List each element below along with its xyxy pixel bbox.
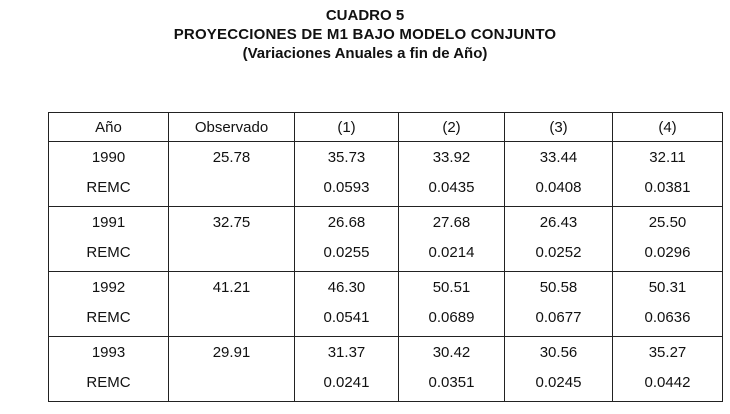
year-cell — [49, 272, 169, 337]
observado-value: 29.91 — [212, 344, 251, 361]
projection-value: 33.44 — [539, 149, 578, 166]
caption-subtitle: (Variaciones Anuales a fin de Año) — [242, 45, 488, 62]
projection-value: 31.37 — [327, 344, 366, 361]
model-3-cell — [505, 207, 613, 272]
projection-value: 50.51 — [432, 279, 471, 296]
remc-label: REMC — [86, 374, 131, 391]
model-2-cell — [399, 272, 505, 337]
header-model-4: (4) — [613, 113, 723, 142]
remc-value: 0.0541 — [323, 309, 370, 326]
projection-value: 30.56 — [539, 344, 578, 361]
year-cell — [49, 207, 169, 272]
remc-value: 0.0442 — [644, 374, 691, 391]
model-2-cell — [399, 337, 505, 402]
caption-title: PROYECCIONES DE M1 BAJO MODELO CONJUNTO — [173, 26, 557, 43]
remc-value: 0.0408 — [535, 179, 582, 196]
remc-value: 0.0214 — [428, 244, 475, 261]
model-3-cell — [505, 142, 613, 207]
remc-value: 0.0636 — [644, 309, 691, 326]
projection-value: 35.27 — [648, 344, 687, 361]
model-2-cell — [399, 142, 505, 207]
year-value: 1992 — [91, 279, 126, 296]
projection-value: 50.31 — [648, 279, 687, 296]
model-1-cell — [295, 207, 399, 272]
model-3-cell — [505, 337, 613, 402]
table-row — [49, 142, 723, 207]
projection-value: 32.11 — [649, 149, 686, 166]
header-model-2: (2) — [399, 113, 505, 142]
remc-value: 0.0245 — [535, 374, 582, 391]
remc-label: REMC — [86, 244, 131, 261]
remc-value: 0.0351 — [428, 374, 475, 391]
year-value: 1991 — [91, 214, 126, 231]
header-observado: Observado — [169, 113, 295, 142]
model-4-cell — [613, 272, 723, 337]
projection-value: 30.42 — [432, 344, 471, 361]
model-1-cell — [295, 337, 399, 402]
remc-value: 0.0435 — [428, 179, 475, 196]
year-cell — [49, 337, 169, 402]
remc-value: 0.0689 — [428, 309, 475, 326]
projection-value: 25.50 — [648, 214, 687, 231]
observado-value: 25.78 — [212, 149, 251, 166]
model-1-cell — [295, 142, 399, 207]
model-4-cell — [613, 337, 723, 402]
remc-value: 0.0296 — [644, 244, 691, 261]
model-4-cell — [613, 207, 723, 272]
remc-label: REMC — [86, 309, 131, 326]
model-3-cell — [505, 272, 613, 337]
year-value: 1993 — [91, 344, 126, 361]
caption-number: CUADRO 5 — [325, 7, 405, 24]
remc-value: 0.0255 — [323, 244, 370, 261]
remc-value: 0.0241 — [323, 374, 370, 391]
projection-value: 35.73 — [327, 149, 366, 166]
remc-value: 0.0593 — [323, 179, 370, 196]
remc-value: 0.0677 — [535, 309, 582, 326]
year-value: 1990 — [91, 149, 126, 166]
projection-value: 27.68 — [432, 214, 471, 231]
year-cell — [49, 142, 169, 207]
observado-value: 41.21 — [212, 279, 251, 296]
projection-value: 46.30 — [327, 279, 366, 296]
header-model-1: (1) — [295, 113, 399, 142]
observado-value: 32.75 — [212, 214, 251, 231]
remc-value: 0.0381 — [644, 179, 691, 196]
projection-value: 33.92 — [432, 149, 471, 166]
remc-value: 0.0252 — [535, 244, 582, 261]
projection-value: 50.58 — [539, 279, 578, 296]
projection-value: 26.68 — [327, 214, 366, 231]
observado-cell — [169, 207, 295, 272]
observado-cell — [169, 337, 295, 402]
header-year: Año — [49, 113, 169, 142]
observado-cell — [169, 272, 295, 337]
table-row — [49, 207, 723, 272]
model-1-cell — [295, 272, 399, 337]
table-row — [49, 337, 723, 402]
table-caption — [0, 6, 730, 63]
model-2-cell — [399, 207, 505, 272]
header-model-3: (3) — [505, 113, 613, 142]
remc-label: REMC — [86, 179, 131, 196]
table-header-row — [49, 113, 723, 142]
projection-value: 26.43 — [539, 214, 578, 231]
table-row — [49, 272, 723, 337]
observado-cell — [169, 142, 295, 207]
projections-table — [48, 112, 723, 402]
model-4-cell — [613, 142, 723, 207]
